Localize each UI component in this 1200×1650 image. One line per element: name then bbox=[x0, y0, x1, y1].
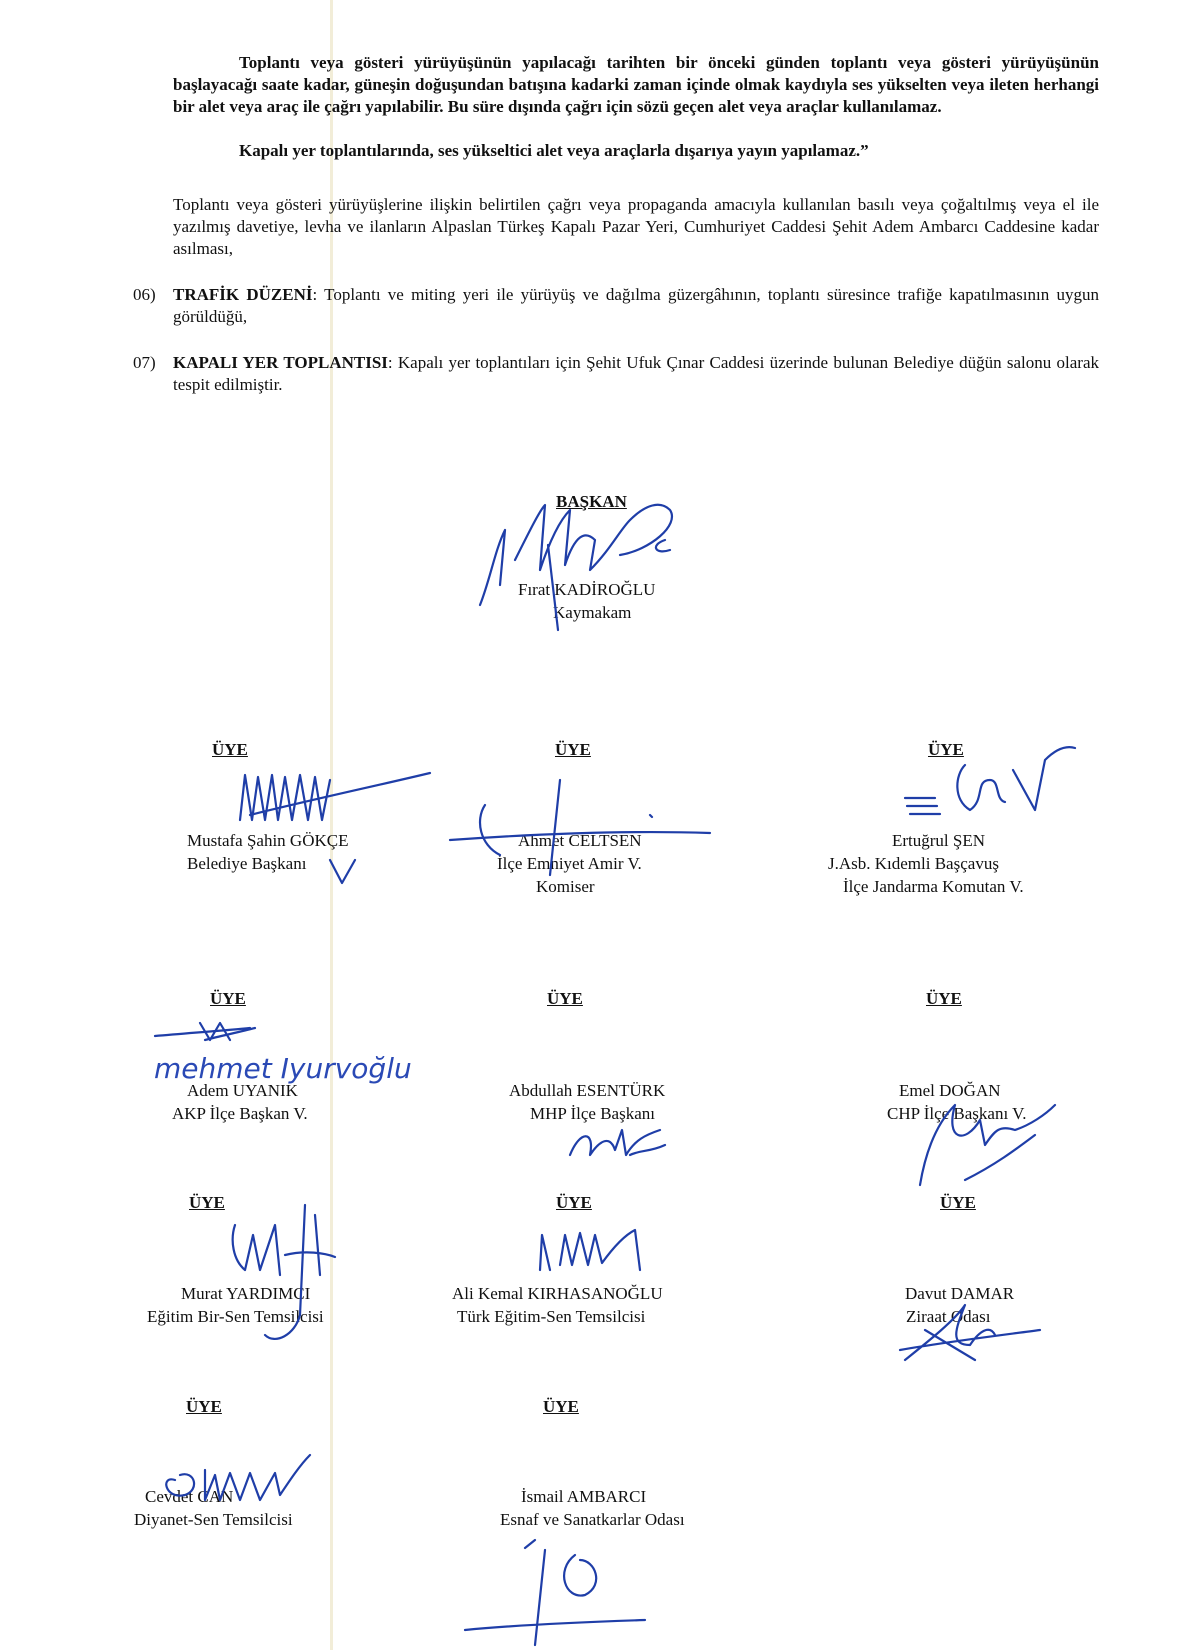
member-role: AKP İlçe Başkan V. bbox=[172, 1104, 308, 1123]
member-heading: ÜYE bbox=[212, 740, 248, 759]
member-heading: ÜYE bbox=[543, 1397, 579, 1416]
item-text: : Kapalı yer toplantıları için Şehit Ufuk Çınar Caddesi üzerinde bulunan Belediye düğün salonu olarak tespit edilmiştir. bbox=[173, 353, 1099, 394]
member-name: Abdullah ESENTÜRK bbox=[509, 1081, 666, 1100]
member-heading: ÜYE bbox=[556, 1193, 592, 1212]
member-heading: ÜYE bbox=[186, 1397, 222, 1416]
item-title: TRAFİK DÜZENİ bbox=[173, 285, 313, 304]
member-heading: ÜYE bbox=[210, 989, 246, 1008]
member-role: Belediye Başkanı bbox=[187, 854, 307, 873]
item-06 bbox=[133, 284, 1099, 328]
item-title: KAPALI YER TOPLANTISI bbox=[173, 353, 388, 372]
item-07 bbox=[133, 352, 1099, 396]
member-heading: ÜYE bbox=[555, 740, 591, 759]
member-role: Türk Eğitim-Sen Temsilcisi bbox=[457, 1307, 646, 1326]
member-name: Mustafa Şahin GÖKÇE bbox=[187, 831, 349, 850]
member-name: Adem UYANIK bbox=[187, 1081, 298, 1100]
member-name: Ertuğrul ŞEN bbox=[892, 831, 986, 850]
member-role: Esnaf ve Sanatkarlar Odası bbox=[500, 1510, 685, 1529]
member-role: CHP İlçe Başkanı V. bbox=[887, 1104, 1027, 1123]
member-name: Ahmet CELTSEN bbox=[518, 831, 642, 850]
intro-paragraph-1: Toplantı veya gösteri yürüyüşünün yapılacağı tarihten bir önceki günden toplantı veya gösteri yürüyüşünün başlayacağı saate kadar, güneşin doğuşundan batışına kadarki zaman içinde olmak kaydıyla ses yükselten veya ileten herhangi bir alet veya araç ile çağrı yapılabilir. Bu süre dışında çağrı için sözü geçen alet veya araçlar kullanılamaz. bbox=[173, 53, 1099, 116]
member-role: Komiser bbox=[536, 877, 595, 896]
member-heading: ÜYE bbox=[189, 1193, 225, 1212]
member-role: Diyanet-Sen Temsilcisi bbox=[134, 1510, 293, 1529]
member-name: Davut DAMAR bbox=[905, 1284, 1015, 1303]
intro-paragraph-3: Toplantı veya gösteri yürüyüşlerine ilişkin belirtilen çağrı veya propaganda amacıyla kullanılan basılı veya çoğaltılmış veya el ile yazılmış davetiye, levha ve ilanların Alpaslan Türkeş Kapalı Pazar Yeri, Cumhuriyet Caddesi Şehit Adem Ambarcı Caddesine kadar asılması, bbox=[173, 195, 1099, 258]
signature-kirhasanoglu bbox=[530, 1215, 670, 1285]
member-heading: ÜYE bbox=[547, 989, 583, 1008]
member-heading: ÜYE bbox=[928, 740, 964, 759]
member-name: Cevdet CAN bbox=[145, 1487, 234, 1506]
member-role: Eğitim Bir-Sen Temsilcisi bbox=[147, 1307, 324, 1326]
member-role: İlçe Jandarma Komutan V. bbox=[843, 877, 1024, 896]
president-title: Kaymakam bbox=[553, 603, 632, 622]
member-role: J.Asb. Kıdemli Başçavuş bbox=[828, 854, 999, 873]
member-role: Ziraat Odası bbox=[906, 1307, 991, 1326]
item-number: 06) bbox=[133, 285, 156, 304]
handwritten-note: mehmet Iyurvoğlu bbox=[154, 1052, 412, 1085]
intro-paragraph-2: Kapalı yer toplantılarında, ses yükseltici alet veya araçlarla dışarıya yayın yapılamaz.” bbox=[239, 141, 869, 160]
item-number: 07) bbox=[133, 353, 156, 372]
president-heading: BAŞKAN bbox=[556, 492, 627, 511]
member-name: Murat YARDIMCI bbox=[181, 1284, 311, 1303]
member-role: MHP İlçe Başkanı bbox=[530, 1104, 655, 1123]
signature-ambarci bbox=[455, 1530, 655, 1650]
president-name: Fırat KADİROĞLU bbox=[518, 580, 656, 599]
member-name: İsmail AMBARCI bbox=[521, 1487, 647, 1506]
item-text: : Toplantı ve miting yeri ile yürüyüş ve dağılma güzergâhının, toplantı süresince trafiğe kapatılmasının uygun görüldüğü, bbox=[173, 285, 1099, 326]
member-name: Emel DOĞAN bbox=[899, 1081, 1001, 1100]
member-name: Ali Kemal KIRHASANOĞLU bbox=[452, 1284, 663, 1303]
member-role: İlçe Emniyet Amir V. bbox=[497, 854, 642, 873]
member-heading: ÜYE bbox=[926, 989, 962, 1008]
member-heading: ÜYE bbox=[940, 1193, 976, 1212]
